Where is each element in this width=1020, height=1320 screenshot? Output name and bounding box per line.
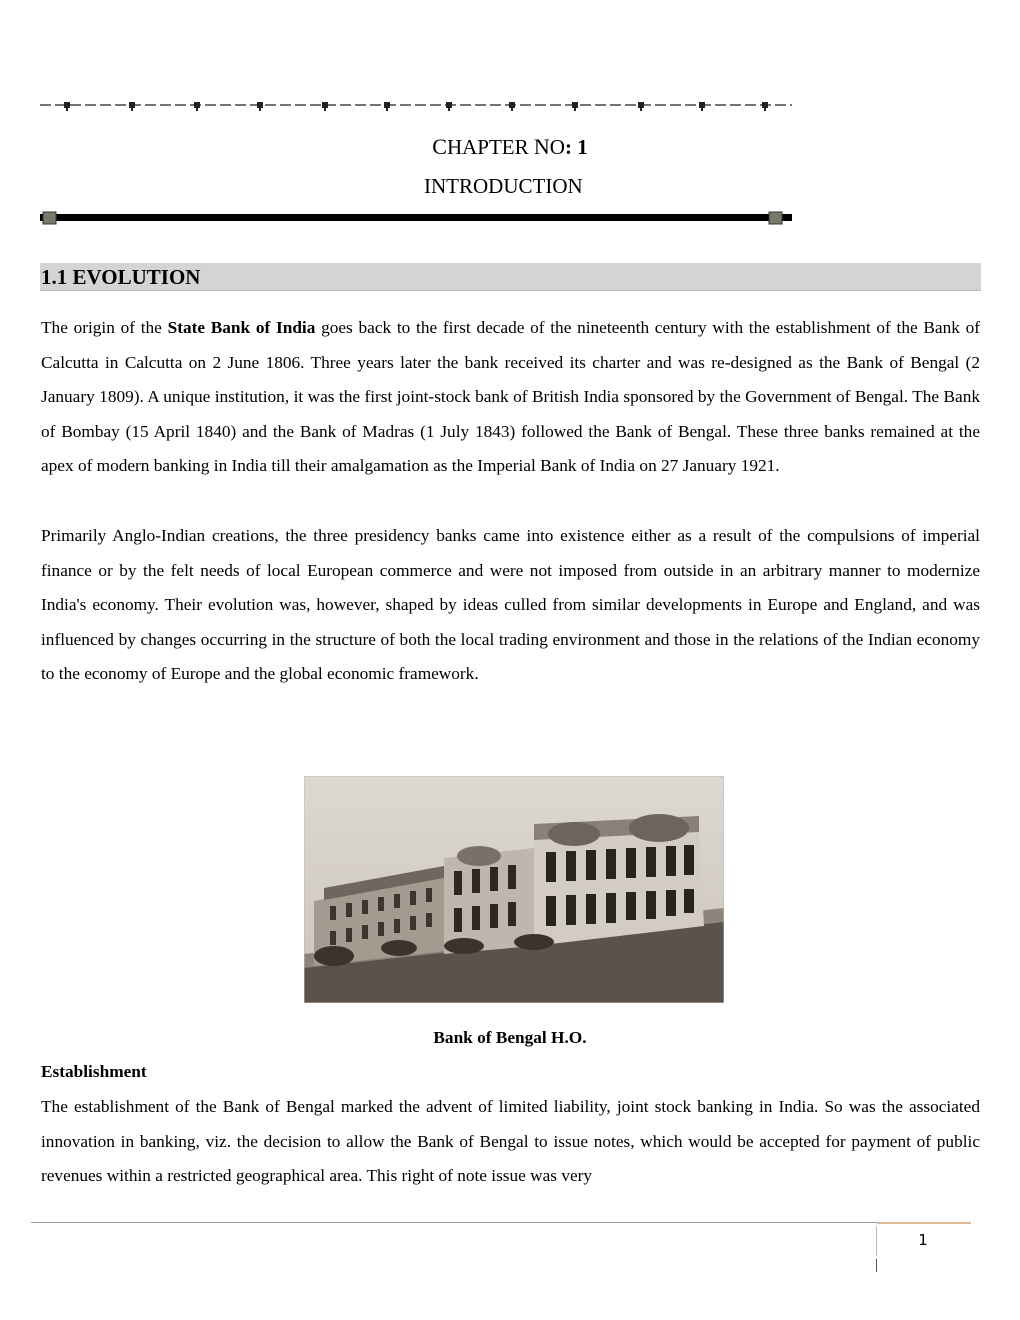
state-bank-name: State Bank of India [167, 318, 316, 337]
decorative-thick-rule [40, 209, 792, 227]
footer-accent-rule [877, 1222, 971, 1224]
chapter-word-rest: HAPTER [446, 135, 534, 159]
introduction-title [424, 174, 583, 199]
bank-of-bengal-photo [304, 776, 724, 1003]
footer-divider [876, 1226, 877, 1256]
paragraph-origin-body: goes back to the first decade of the nineteenth century with the establishment of the Bank of Calcutta in Calcutta on 2 June 1806. Three years later the bank received its charter and was re-designed as the Bank of Bengal (2 January 1809). A unique institution, it was the first joint-stock bank of British India sponsored by the Government of Bengal. The Bank of Bombay (15 April 1840) and the Bank of Madras (1 July 1843) followed the Bank of Bengal. These three banks remained at the apex of modern banking in India till their amalgamation as the Imperial Bank of India on 27 January 1921. [41, 318, 980, 476]
chapter-first-letter: C [432, 134, 447, 159]
paragraph-establishment: The establishment of the Bank of Bengal marked the advent of limited liability, joint stock banking in India. So was the associated innovation in banking, viz. the decision to allow the Bank of Bengal to issue notes, which would be accepted for payment of public revenues within a restricted geographical area. This right of note issue was very [41, 1097, 980, 1186]
no-first-letter: N [533, 134, 550, 159]
page-number: 1 [918, 1231, 928, 1249]
footer-tick [876, 1259, 877, 1272]
paragraph-origin [41, 311, 980, 484]
paragraph-presidency-banks: Primarily Anglo-Indian creations, the three presidency banks came into existence either as a result of the compulsions of imperial finance or by the felt needs of local European commerce and were not imposed from outside in an arbitrary manner to modernize India's economy. Their evolution was, however, shaped by ideas culled from similar developments in Europe and England, and was influenced by changes occurring in the structure of both the local trading environment and those in the relations of the Indian economy to the economy of Europe and the global economic framework. [41, 526, 980, 684]
intro-first-letter: I [424, 174, 431, 198]
footer-rule [31, 1222, 877, 1223]
subsection-heading: Establishment [41, 1062, 147, 1081]
section-heading: 1.1 EVOLUTION [41, 265, 201, 289]
chapter-title [0, 134, 1020, 160]
chapter-number: : 1 [564, 135, 588, 159]
decorative-dashed-rule [40, 98, 792, 112]
no-word-rest: O [549, 135, 565, 159]
figure-caption: Bank of Bengal H.O. [433, 1028, 587, 1047]
paragraph-origin-lead: The origin of the [41, 318, 168, 337]
intro-word-rest: NTRODUCTION [431, 174, 583, 198]
